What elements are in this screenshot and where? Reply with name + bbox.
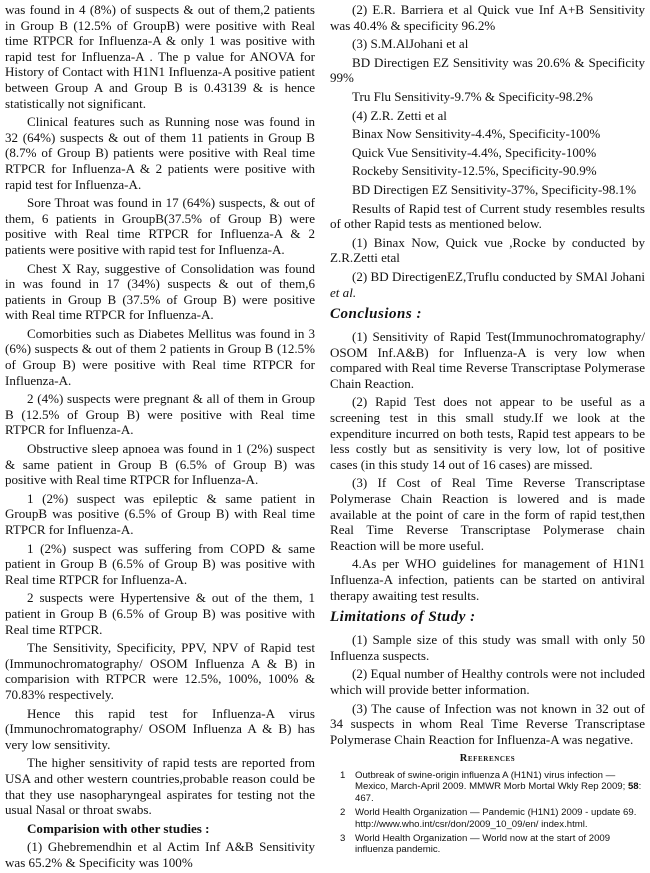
reference-text: World Health Organization — World now at the start of 2009 influenza pandemic. (355, 832, 611, 856)
paragraph-results-resemble: Results of Rapid test of Current study resembles results of other Rapid tests as mentioned below. (330, 200, 645, 232)
paragraph-western-studies: The higher sensitivity of rapid tests are reported from USA and other western countries,probable reason could be that they use nasopharyngeal aspirates for testing not the usual Nasal or throat swabs. (5, 755, 315, 818)
paragraph-sleep-apnoea: Obstructive sleep apnoea was found in 1 (2%) suspect & same patient in Group B (6.5% of Group B) was positive with Real time RTPCR for Influenza-A. (5, 441, 315, 488)
references-list (330, 770, 645, 856)
paragraph-binax-zetti: (1) Binax Now, Quick vue ,Rocke by conducted by Z.R.Zetti etal (330, 234, 645, 266)
paragraph-sore-throat: Sore Throat was found in 17 (64%) suspects, & out of them, 6 patients in GroupB(37.5% of Group B) were positive with Real time RTPCR for Influenza-A & 2 patients were positive with rapid test for Influenza-A. (5, 195, 315, 257)
reference-item (330, 770, 645, 804)
left-column (5, 2, 315, 873)
comparison-heading: Comparision with other studies : (27, 820, 210, 836)
references-heading: References (459, 753, 516, 765)
conclusion-4: 4.As per WHO guidelines for management of H1N1 Influenza-A infection, patients can be started on antiviral therapy awaiting test results. (330, 556, 645, 603)
reference-number: 3 (340, 832, 346, 844)
conclusions-heading: Conclusions : (330, 306, 422, 323)
bd-aljohani-text: (2) BD DirectigenEZ,Truflu conducted by SMAl Johani (352, 268, 645, 284)
conclusion-3: (3) If Cost of Real Time Reverse Transcriptase Polymerase Chain Reaction is lowered and is made available at the point of care in the form of rapid test,then Real Time Reverse Transcriptase Polymerase chain Reaction will be more useful. (330, 475, 645, 553)
conclusion-1: (1) Sensitivity of Rapid Test(Immunochromatography/ OSOM Inf.A&B) for Influenza-A is very low when compared with Real time Reverse Transcriptase Polymerase Chain Reaction. (330, 329, 645, 391)
reference-text: World Health Organization — Pandemic (H1N1) 2009 - update 69. http://www.who.int/csr/don/2009_10_09/en/ index.html. (355, 807, 637, 830)
reference-text: Outbreak of swine-origin influenza A (H1N1) virus infection — Mexico, March-April 2009. MMWR Morb Mortal Wkly Rep 2009; (355, 769, 628, 793)
paragraph-running-nose: Clinical features such as Running nose was found in 32 (64%) suspects & out of them 11 patients in Group B (8.7% of Group B) patients were positive with Real time RTPCR for Influenza-A & 2 patients were positive with rapid test for Influenza-A. (5, 114, 315, 192)
study-barriera: (2) E.R. Barriera et al Quick vue Inf A+B Sensitivity was 40.4% & specificity 96.2% (330, 2, 645, 33)
paragraph-hypertension: 2 suspects were Hypertensive & out of the them, 1 patient in Group B (6.5% of Group B) was positive with Real time RTPCR. (5, 590, 315, 637)
limitation-3: (3) The cause of Infection was not known in 32 out of 34 suspects in whom Real Time Reverse Transcriptase Polymerase Chain Reaction for Influenza-A was negative. (330, 700, 645, 747)
et-al-italic: et al. (330, 284, 357, 300)
paragraph-chest-xray: Chest X Ray, suggestive of Consolidation was found in was found in 17 (34%) suspects & out of them,6 patients in Group B (37.5% of Group B) were positive with Real time RTPCR for Influenza-A. (5, 260, 315, 323)
paragraph-diabetes: Comorbities such as Diabetes Mellitus was found in 3 (6%) suspects & out of them 2 patients in Group B (12.5% of Group B) were positive with Real time RTPCR for Influenza-A. (5, 325, 315, 388)
paragraph-epilepsy: 1 (2%) suspect was epileptic & same patient in GroupB was positive (6.5% of Group B) with Real time RTPCR for Influenza-A. (5, 490, 315, 537)
study-zetti-quickvue: Quick Vue Sensitivity-4.4%, Specificity-100% (352, 144, 597, 160)
paragraph-low-sensitivity: Hence this rapid test for Influenza-A virus (Immunochromatography/ OSOM Influenza A & B) has very low sensitivity. (5, 705, 315, 752)
reference-volume: 58 (627, 781, 639, 793)
reference-pages: : 467. (355, 781, 642, 804)
paragraph-contact-history: was found in 4 (8%) of suspects & out of them,2 patients in Group B (12.5% of GroupB) were positive with Real time RTPCR for Influenza-A & only 1 was positive with rapid test for Influenza-A . The p value for ANOVA for History of Contact with H1N1 Influenza-A positive patient between Group A and Group B is 0.43139 & is hence statistically not significant. (5, 2, 315, 111)
conclusion-2: (2) Rapid Test does not appear to be useful as a screening test in this small study.If we look at the expenditure incurred on both tests, Rapid test appears to be less costly but as sensitivity is very low, lot of positive cases (in this study 14 out of 16 cases) are missed. (330, 394, 645, 472)
reference-item (330, 807, 645, 830)
reference-number: 1 (340, 769, 346, 781)
study-zetti-binax: Binax Now Sensitivity-4.4%, Specificity-100% (352, 126, 601, 142)
study-zetti-rockeby: Rockeby Sensitivity-12.5%, Specificity-90.9% (352, 163, 597, 179)
limitation-1: (1) Sample size of this study was small with only 50 Influenza suspects. (330, 632, 645, 663)
study-aljohani: (3) S.M.AlJohani et al (352, 36, 469, 52)
reference-number: 2 (340, 807, 346, 819)
paragraph-pregnancy: 2 (4%) suspects were pregnant & all of them in Group B (12.5% of Group B) were positive with Real time RTPCR for Influenza-A. (5, 391, 315, 438)
study-aljohani-bd: BD Directigen EZ Sensitivity was 20.6% & Specificity 99% (330, 54, 645, 86)
reference-item (330, 833, 645, 856)
study-zetti: (4) Z.R. Zetti et al (352, 107, 447, 123)
paragraph-copd: 1 (2%) suspect was suffering from COPD & same patient in Group B (6.5% of Group B) was positive with Real time RTPCR for Influenza-A. (5, 540, 315, 587)
study-zetti-bd: BD Directigen EZ Sensitivity-37%, Specificity-98.1% (352, 181, 637, 197)
right-column (330, 2, 645, 859)
paragraph-ghebremendhin: (1) Ghebremendhin et al Actim Inf A&B Sensitivity was 65.2% & Specificity was 100% (5, 839, 315, 870)
limitations-heading: Limitations of Study : (330, 609, 476, 626)
paragraph-sensitivity-results: The Sensitivity, Specificity, PPV, NPV of Rapid test (Immunochromatography/ OSOM Influenza A & B) in comparision with RTPCR were 12.5%, 100%, 100% & 70.83% respectively. (5, 640, 315, 702)
limitation-2: (2) Equal number of Healthy controls were not included which will provide better information. (330, 666, 645, 697)
study-aljohani-truflu: Tru Flu Sensitivity-9.7% & Specificity-98.2% (352, 88, 593, 104)
paragraph-bd-aljohani (330, 269, 645, 300)
